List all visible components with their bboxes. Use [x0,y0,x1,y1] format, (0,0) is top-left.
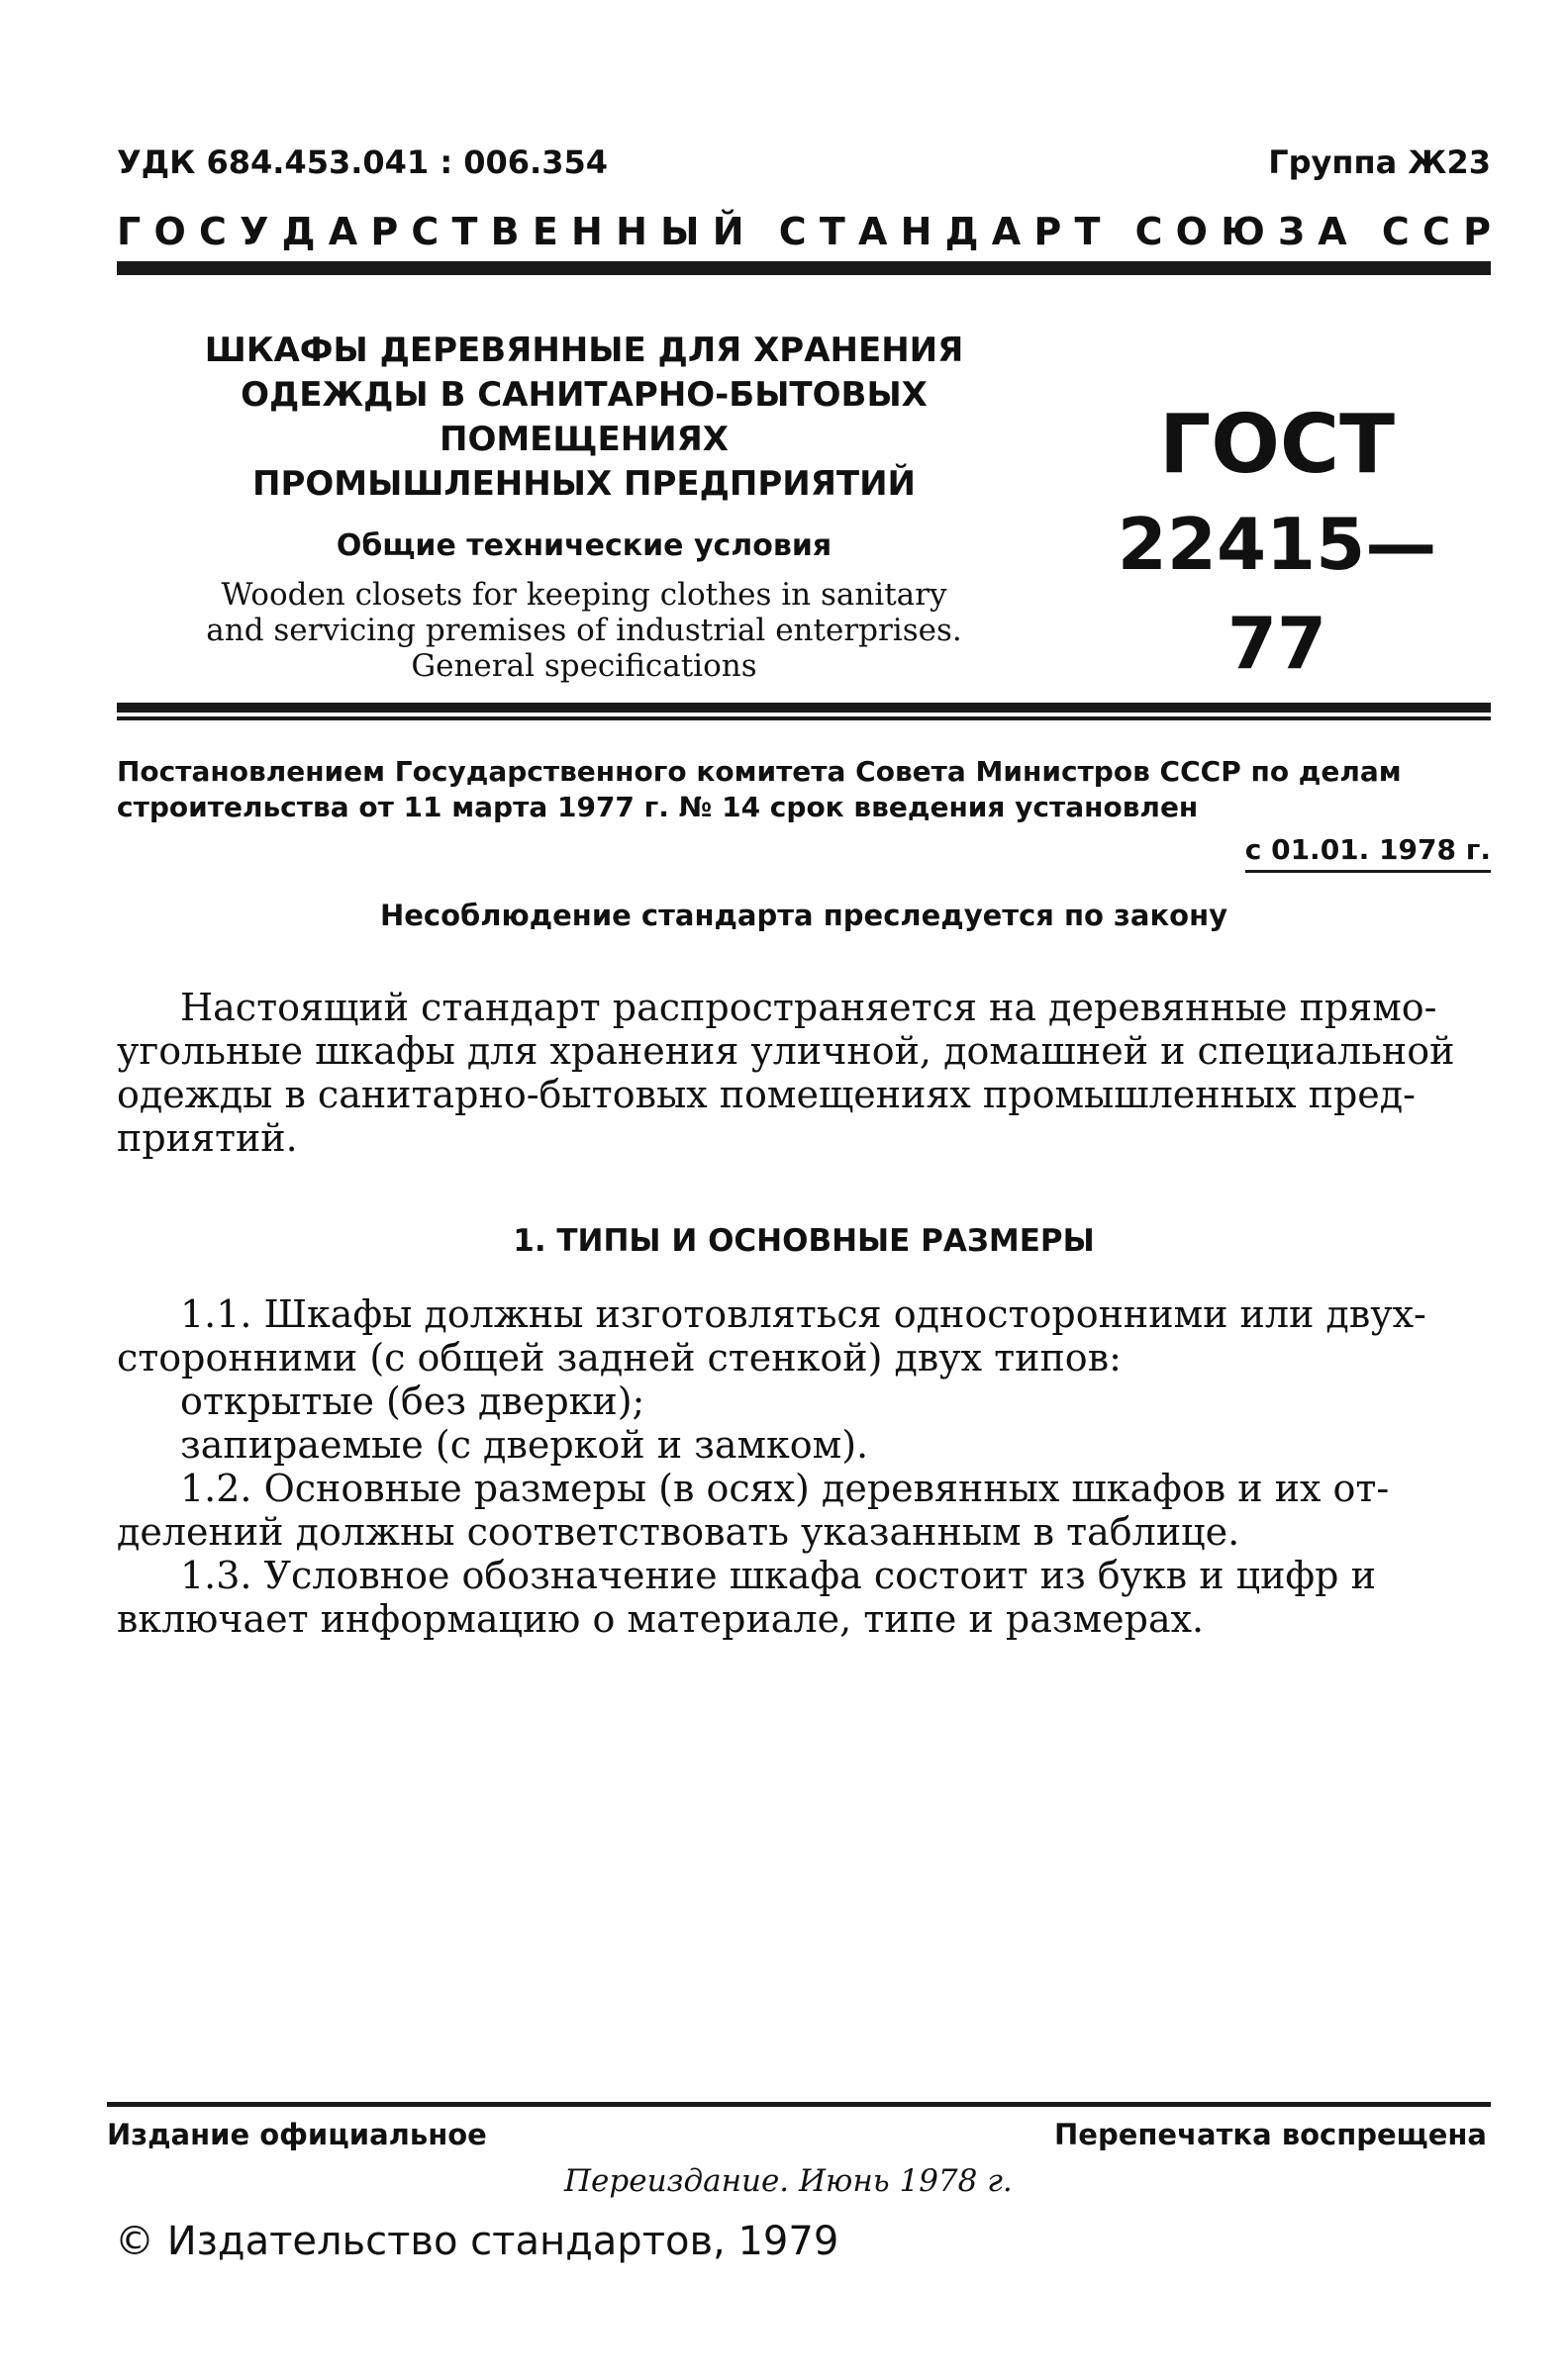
effective-date: с 01.01. 1978 г. [1245,833,1491,873]
title-rule-thick [117,703,1491,713]
state-word-4: С С Р [1381,210,1491,253]
section1-line-3: открытые (без дверки); [180,1380,645,1423]
intro-paragraph [117,986,1491,1160]
section1-line-1: 1.1. Шкафы должны изготовляться односторонними или двух- [180,1292,1426,1336]
decree-line-1: Постановлением Государственного комитета Совета Министров СССР по делам [117,755,1402,788]
title-ru [148,329,1020,507]
group-code: Группа Ж23 [1268,143,1491,181]
footer-rule [107,2102,1491,2107]
title-ru-line-3: ПРОМЫШЛЕННЫХ ПРЕДПРИЯТИЙ [252,464,916,504]
title-en-line-3: General specifications [411,648,757,684]
decree-line-2: строительства от 11 марта 1977 г. № 14 срок введения установлен [117,791,1199,823]
title-block [148,329,1020,684]
title-en [148,577,1020,684]
state-word-1: Г О С У Д А Р С Т В Е Н Н Ы Й [117,210,744,253]
title-rule-thin [117,716,1491,720]
gost-number: 22415—77 [1117,503,1437,685]
title-ru-line-2: ОДЕЖДЫ В САНИТАРНО-БЫТОВЫХ ПОМЕЩЕНИЯХ [241,375,928,459]
intro-line-3: одежды в санитарно-бытовых помещениях промышленных пред- [117,1073,1417,1116]
section1-line-5: 1.2. Основные размеры (в осях) деревянных шкафов и их от- [180,1467,1390,1510]
edition-official: Издание официальное [107,2118,487,2151]
subtitle-ru: Общие технические условия [336,528,833,563]
intro-line-1: Настоящий стандарт распространяется на деревянные прямо- [180,986,1437,1029]
intro-line-2: угольные шкафы для хранения уличной, домашней и специальной [117,1029,1455,1073]
section1-line-4: запираемые (с дверкой и замком). [180,1423,869,1467]
publisher-copyright: © Издательство стандартов, 1979 [115,2219,839,2264]
section1-line-2: сторонними (с общей задней стенкой) двух типов: [117,1336,1122,1380]
decree [117,754,1491,825]
state-standard-line [117,210,1491,253]
reissue-note: Переиздание. Июнь 1978 г. [564,2163,1013,2199]
gost-label: ГОСТ [1158,398,1396,492]
section1-line-8: включает информацию о материале, типе и размерах. [117,1597,1205,1641]
title-en-line-2: and servicing premises of industrial enterprises. [206,613,962,648]
intro-line-4: приятий. [117,1116,298,1160]
section1-line-6: делений должны соответствовать указанным в таблице. [117,1510,1240,1554]
title-ru-line-1: ШКАФЫ ДЕРЕВЯННЫЕ ДЛЯ ХРАНЕНИЯ [204,331,964,370]
section1-line-7: 1.3. Условное обозначение шкафа состоит из букв и цифр и [180,1554,1376,1597]
header-rule [117,261,1491,275]
legal-warning: Несоблюдение стандарта преследуется по закону [379,899,1228,932]
section-heading: 1. ТИПЫ И ОСНОВНЫЕ РАЗМЕРЫ [513,1223,1095,1259]
section1-body [117,1292,1491,1641]
reprint-prohibited: Перепечатка воспрещена [1054,2118,1487,2151]
title-en-line-1: Wooden closets for keeping clothes in sanitary [221,577,947,613]
state-word-3: С О Ю З А [1134,210,1347,253]
state-word-2: С Т А Н Д А Р Т [778,210,1101,253]
udk-code: УДК 684.453.041 : 006.354 [117,143,608,181]
gost-block [1099,396,1455,693]
